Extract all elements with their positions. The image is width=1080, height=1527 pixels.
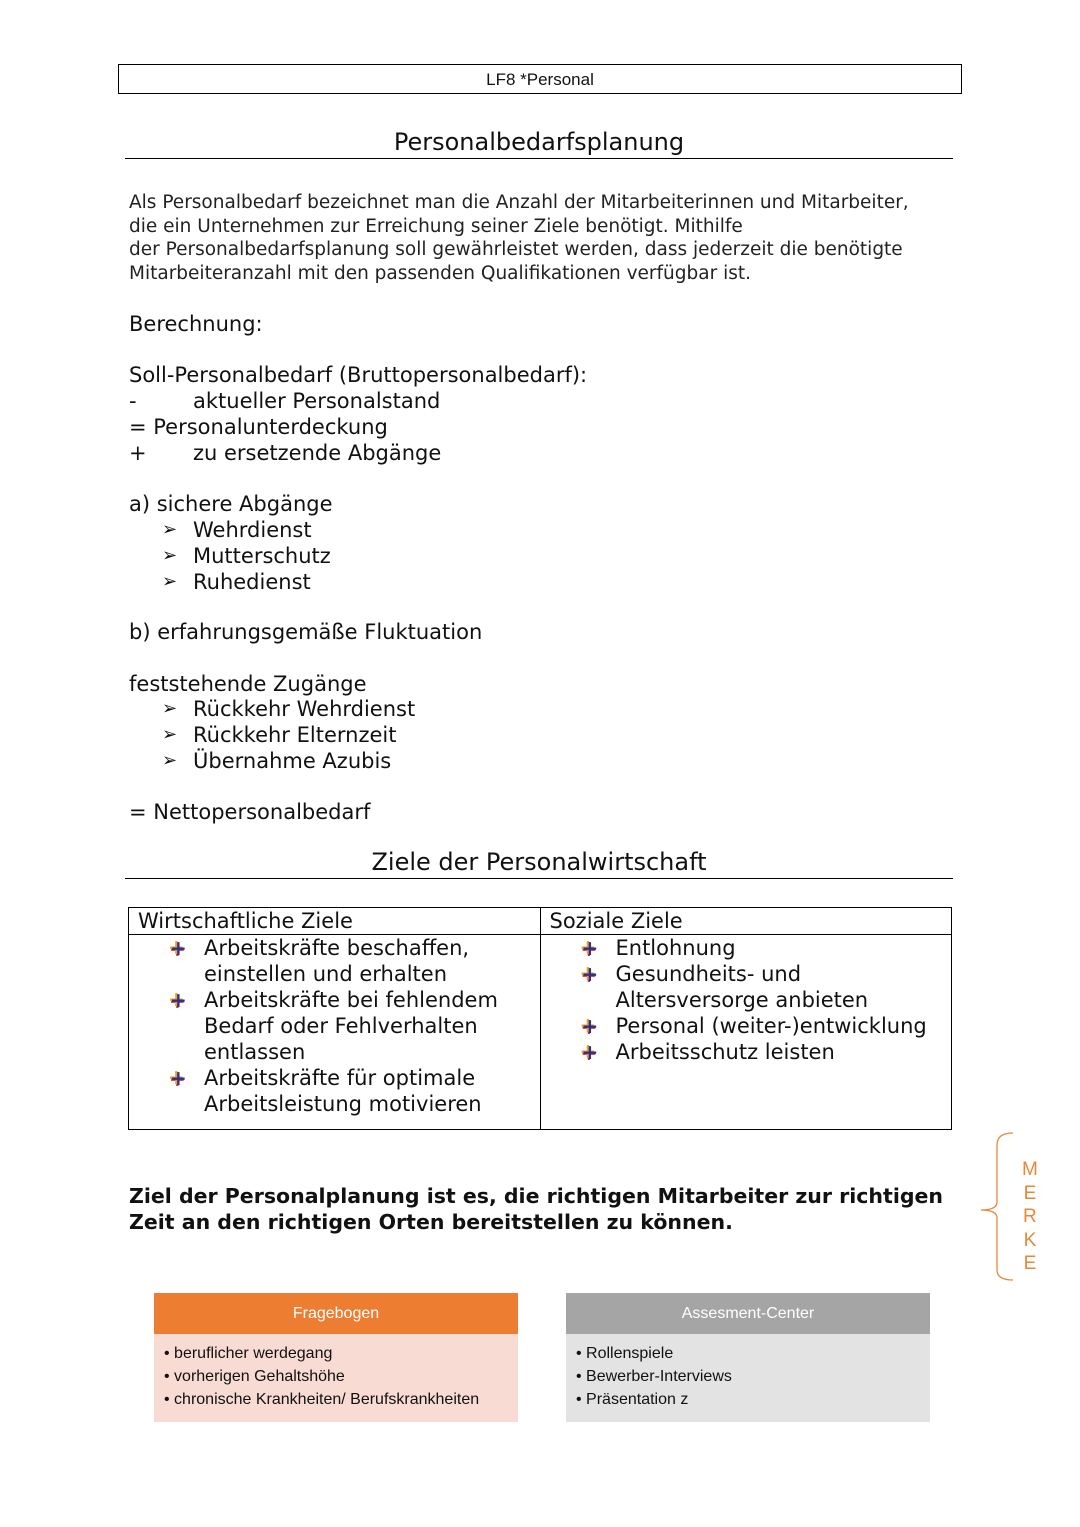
intro-line: der Personalbedarfsplanung soll gewährleistet werden, dass jederzeit die benötigte: [129, 239, 903, 260]
arrow-bullet-icon: ➢: [162, 571, 178, 592]
box-title: Fragebogen: [154, 1293, 518, 1334]
item-text: Personal (weiter-)entwicklung: [615, 1014, 927, 1038]
item-text: Übernahme Azubis: [193, 749, 392, 773]
list-item: • Bewerber-Interviews: [576, 1368, 732, 1385]
goals-table: [128, 907, 952, 1130]
intro-line: die ein Unternehmen zur Erreichung seiner Ziele benötigt. Mithilfe: [129, 215, 743, 237]
item-text: beruflicher werdegang: [174, 1345, 333, 1362]
intro-line: Als Personalbedarf bezeichnet man die Anzahl der Mitarbeiterinnen und Mitarbeiter,: [129, 192, 909, 213]
list-item: • Präsentation z: [576, 1391, 689, 1408]
list-item: [582, 935, 943, 961]
item-text: Rollenspiele: [586, 1345, 674, 1362]
statement-line: Zeit an den richtigen Orten bereitstellen zu können.: [129, 1210, 733, 1234]
minus-text: aktueller Personalstand: [193, 389, 441, 413]
item-text: Bewerber-Interviews: [586, 1368, 732, 1385]
section-title: Personalbedarfsplanung: [125, 128, 953, 159]
statement-line: Ziel der Personalplanung ist es, die richtigen Mitarbeiter zur richtigen: [129, 1184, 944, 1208]
plus-bullet-icon: +: [170, 988, 187, 1012]
list-item: • beruflicher werdegang: [164, 1345, 333, 1362]
curly-brace-icon: [975, 1130, 1020, 1285]
arrow-bullet-icon: ➢: [162, 724, 178, 745]
plus-sign: +: [129, 441, 147, 465]
item-text: entlassen: [204, 1040, 306, 1064]
fragebogen-box: [154, 1293, 518, 1422]
item-text: Arbeitsleistung motivieren: [204, 1092, 482, 1116]
item-text: Wehrdienst: [193, 518, 312, 542]
plus-bullet-icon: +: [170, 1066, 187, 1090]
plus-line: [129, 440, 529, 466]
item-text: Gesundheits- und: [615, 962, 802, 986]
list-item: • chronische Krankheiten/ Berufskrankheiten: [164, 1391, 480, 1408]
plus-bullet-icon: +: [581, 936, 599, 960]
item-text: Mutterschutz: [193, 544, 331, 568]
unterdeckung-line: = Personalunterdeckung: [129, 415, 388, 439]
merke-letter: E: [1023, 1253, 1037, 1274]
list-item: [582, 1013, 943, 1039]
assessment-center-box: [566, 1293, 930, 1422]
column-header: Wirtschaftliche Ziele: [129, 908, 541, 935]
arrow-bullet-icon: ➢: [162, 545, 178, 566]
item-text: einstellen und erhalten: [204, 962, 448, 986]
list-item: [582, 961, 943, 1013]
column-header: Soziale Ziele: [540, 908, 952, 935]
b-title: b) erfahrungsgemäße Fluktuation: [129, 620, 483, 644]
item-text: Präsentation z: [586, 1391, 689, 1408]
merke-label: [1022, 1158, 1038, 1276]
item-text: Entlohnung: [615, 936, 736, 960]
list-item: • Rollenspiele: [576, 1345, 674, 1362]
list-item: [170, 1065, 531, 1117]
arrow-bullet-icon: ➢: [162, 519, 178, 540]
item-text: Rückkehr Wehrdienst: [193, 697, 416, 721]
item-text: Altersversorge anbieten: [615, 988, 869, 1012]
item-text: vorherigen Gehaltshöhe: [174, 1368, 345, 1385]
list-item: • vorherigen Gehaltshöhe: [164, 1368, 345, 1385]
page-header: LF8 *Personal: [118, 64, 962, 94]
box-body: [566, 1334, 930, 1422]
box-title: Assesment-Center: [566, 1293, 930, 1334]
minus-sign: -: [129, 389, 137, 413]
item-text: Arbeitskräfte für optimale: [204, 1066, 476, 1090]
intro-line: Mitarbeiteranzahl mit den passenden Qualifikationen verfügbar ist.: [129, 262, 751, 284]
item-text: Rückkehr Elternzeit: [193, 723, 397, 747]
netto-line: = Nettopersonalbedarf: [129, 800, 371, 824]
arrow-bullet-icon: ➢: [162, 698, 178, 719]
plus-bullet-icon: +: [170, 936, 187, 960]
key-statement: [129, 1183, 949, 1235]
list-item: [582, 1039, 943, 1065]
plus-bullet-icon: +: [581, 1040, 599, 1064]
merke-letter: K: [1023, 1229, 1037, 1251]
merke-letter: M: [1022, 1159, 1038, 1180]
a-title: a) sichere Abgänge: [129, 492, 333, 516]
box-body: [154, 1334, 518, 1422]
item-text: Arbeitsschutz leisten: [615, 1040, 835, 1064]
soll-label: Soll-Personalbedarf (Bruttopersonalbedarf):: [129, 363, 588, 387]
social-goals-cell: [540, 935, 952, 1130]
section-title: Ziele der Personalwirtschaft: [125, 848, 953, 879]
minus-line: [129, 388, 529, 414]
berechnung-label: Berechnung:: [129, 312, 263, 336]
item-text: Bedarf oder Fehlverhalten: [204, 1014, 478, 1038]
item-text: chronische Krankheiten/ Berufskrankheiten: [174, 1391, 480, 1408]
plus-text: zu ersetzende Abgänge: [193, 441, 442, 465]
plus-bullet-icon: +: [581, 962, 599, 986]
item-text: Arbeitskräfte bei fehlendem: [204, 988, 498, 1012]
merke-letter: R: [1023, 1206, 1037, 1227]
plus-bullet-icon: +: [581, 1014, 599, 1038]
list-item: [170, 987, 531, 1065]
zugaenge-title: feststehende Zugänge: [129, 672, 367, 696]
item-text: Arbeitskräfte beschaffen,: [204, 936, 470, 960]
list-item: [170, 935, 531, 987]
economic-goals-cell: [129, 935, 541, 1130]
item-text: Ruhedienst: [193, 570, 311, 594]
merke-letter: E: [1023, 1182, 1037, 1204]
arrow-bullet-icon: ➢: [162, 750, 178, 771]
intro-paragraph: [129, 191, 959, 285]
